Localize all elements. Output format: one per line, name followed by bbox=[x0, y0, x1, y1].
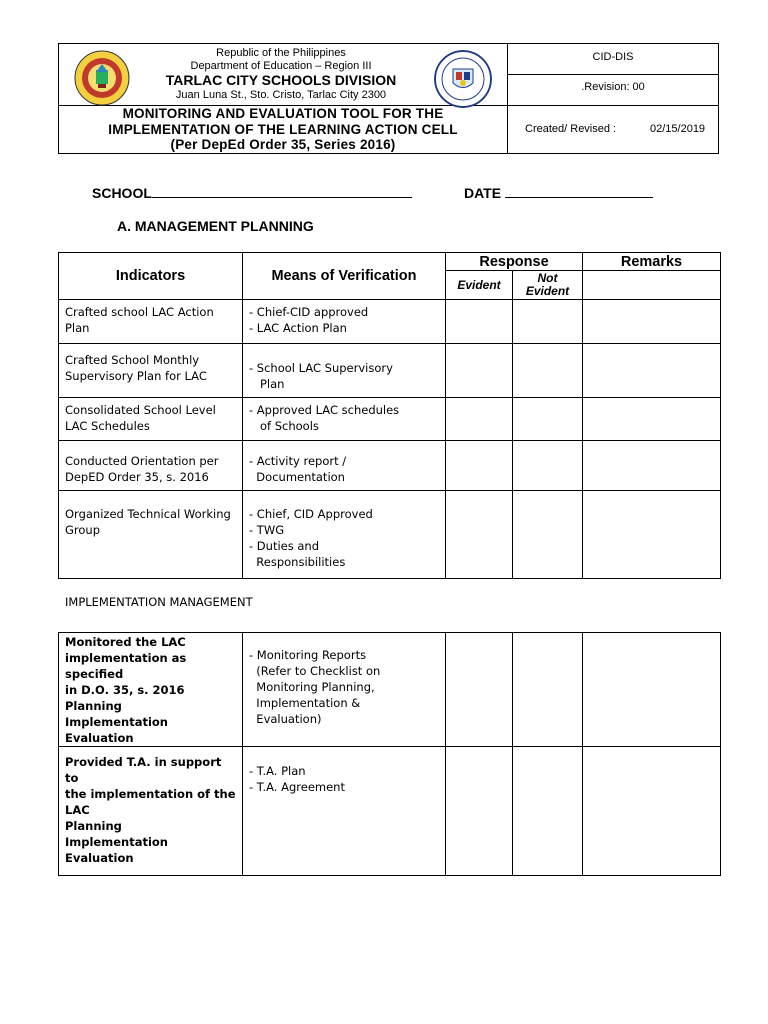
remarks-header: Remarks bbox=[583, 253, 721, 271]
school-field bbox=[92, 185, 412, 201]
document-header bbox=[58, 43, 719, 154]
document-title-line2: IMPLEMENTATION OF THE LEARNING ACTION CELL bbox=[108, 122, 458, 137]
evident-checkbox-cell[interactable] bbox=[446, 491, 513, 579]
indicators-header: Indicators bbox=[59, 253, 243, 300]
indicator-cell: Organized Technical Working Group bbox=[59, 491, 243, 579]
school-label: SCHOOL bbox=[92, 185, 152, 201]
division-address: Juan Luna St., Sto. Cristo, Tarlac City 2300 bbox=[175, 89, 387, 101]
evident-checkbox-cell[interactable] bbox=[446, 633, 513, 747]
remarks-cell[interactable] bbox=[583, 300, 721, 344]
date-input-line[interactable] bbox=[505, 185, 653, 198]
created-date: 02/15/2019 bbox=[650, 123, 706, 135]
indicator-cell: Crafted school LAC Action Plan bbox=[59, 300, 243, 344]
remarks-cell[interactable] bbox=[583, 441, 721, 491]
not-evident-header: Not Evident bbox=[513, 271, 583, 300]
not-evident-checkbox-cell[interactable] bbox=[513, 398, 583, 441]
indicator-cell: Crafted School Monthly Supervisory Plan for LAC bbox=[59, 344, 243, 398]
response-header: Response bbox=[446, 253, 583, 271]
created-label: Created/ Revised : bbox=[525, 123, 617, 135]
means-cell: - Approved LAC schedules of Schools bbox=[243, 398, 446, 441]
implementation-management-table bbox=[58, 632, 721, 876]
indicator-cell: Conducted Orientation per DepED Order 35, s. 2016 bbox=[59, 441, 243, 491]
date-label: DATE bbox=[464, 185, 502, 201]
indicator-cell: Monitored the LAC implementation as specified in D.O. 35, s. 2016 Planning Implementation Evaluation bbox=[59, 633, 243, 747]
means-cell: - T.A. Plan - T.A. Agreement bbox=[243, 747, 446, 876]
means-cell: - Chief, CID Approved - TWG - Duties and Responsibilities bbox=[243, 491, 446, 579]
republic-text: Republic of the Philippines bbox=[216, 47, 346, 59]
means-cell: - Monitoring Reports (Refer to Checklist on Monitoring Planning, Implementation & Evaluation) bbox=[243, 633, 446, 747]
evident-checkbox-cell[interactable] bbox=[446, 344, 513, 398]
means-cell: - Chief-CID approved - LAC Action Plan bbox=[243, 300, 446, 344]
document-title-line1: MONITORING AND EVALUATION TOOL FOR THE bbox=[122, 106, 444, 121]
indicator-cell: Consolidated School Level LAC Schedules bbox=[59, 398, 243, 441]
evident-checkbox-cell[interactable] bbox=[446, 747, 513, 876]
school-input-line[interactable] bbox=[152, 185, 412, 198]
document-code: CID-DIS bbox=[592, 51, 634, 63]
remarks-cell[interactable] bbox=[583, 398, 721, 441]
means-header: Means of Verification bbox=[243, 253, 446, 300]
means-cell: - Activity report / Documentation bbox=[243, 441, 446, 491]
document-title-line3: (Per DepEd Order 35, Series 2016) bbox=[170, 137, 396, 152]
deped-seal-icon bbox=[434, 50, 492, 108]
means-cell: - School LAC Supervisory Plan bbox=[243, 344, 446, 398]
date-field bbox=[464, 185, 653, 201]
evident-checkbox-cell[interactable] bbox=[446, 398, 513, 441]
not-evident-checkbox-cell[interactable] bbox=[513, 491, 583, 579]
document-revision: .Revision: 00 bbox=[581, 81, 645, 93]
deped-tarlac-seal-icon bbox=[74, 50, 130, 106]
indicator-cell: Provided T.A. in support to the implementation of the LAC Planning Implementation Evaluation bbox=[59, 747, 243, 876]
remarks-cell[interactable] bbox=[583, 344, 721, 398]
implementation-management-heading: IMPLEMENTATION MANAGEMENT bbox=[65, 595, 253, 609]
not-evident-checkbox-cell[interactable] bbox=[513, 344, 583, 398]
remarks-subheader bbox=[583, 271, 721, 300]
not-evident-checkbox-cell[interactable] bbox=[513, 300, 583, 344]
evident-checkbox-cell[interactable] bbox=[446, 300, 513, 344]
division-name: TARLAC CITY SCHOOLS DIVISION bbox=[165, 72, 397, 88]
remarks-cell[interactable] bbox=[583, 491, 721, 579]
management-planning-table bbox=[58, 252, 721, 579]
section-a-heading: A. MANAGEMENT PLANNING bbox=[117, 218, 314, 234]
evident-header: Evident bbox=[446, 271, 513, 300]
not-evident-checkbox-cell[interactable] bbox=[513, 747, 583, 876]
department-text: Department of Education – Region III bbox=[190, 60, 372, 72]
not-evident-checkbox-cell[interactable] bbox=[513, 441, 583, 491]
not-evident-checkbox-cell[interactable] bbox=[513, 633, 583, 747]
remarks-cell[interactable] bbox=[583, 633, 721, 747]
header-divider bbox=[507, 74, 718, 75]
evident-checkbox-cell[interactable] bbox=[446, 441, 513, 491]
remarks-cell[interactable] bbox=[583, 747, 721, 876]
